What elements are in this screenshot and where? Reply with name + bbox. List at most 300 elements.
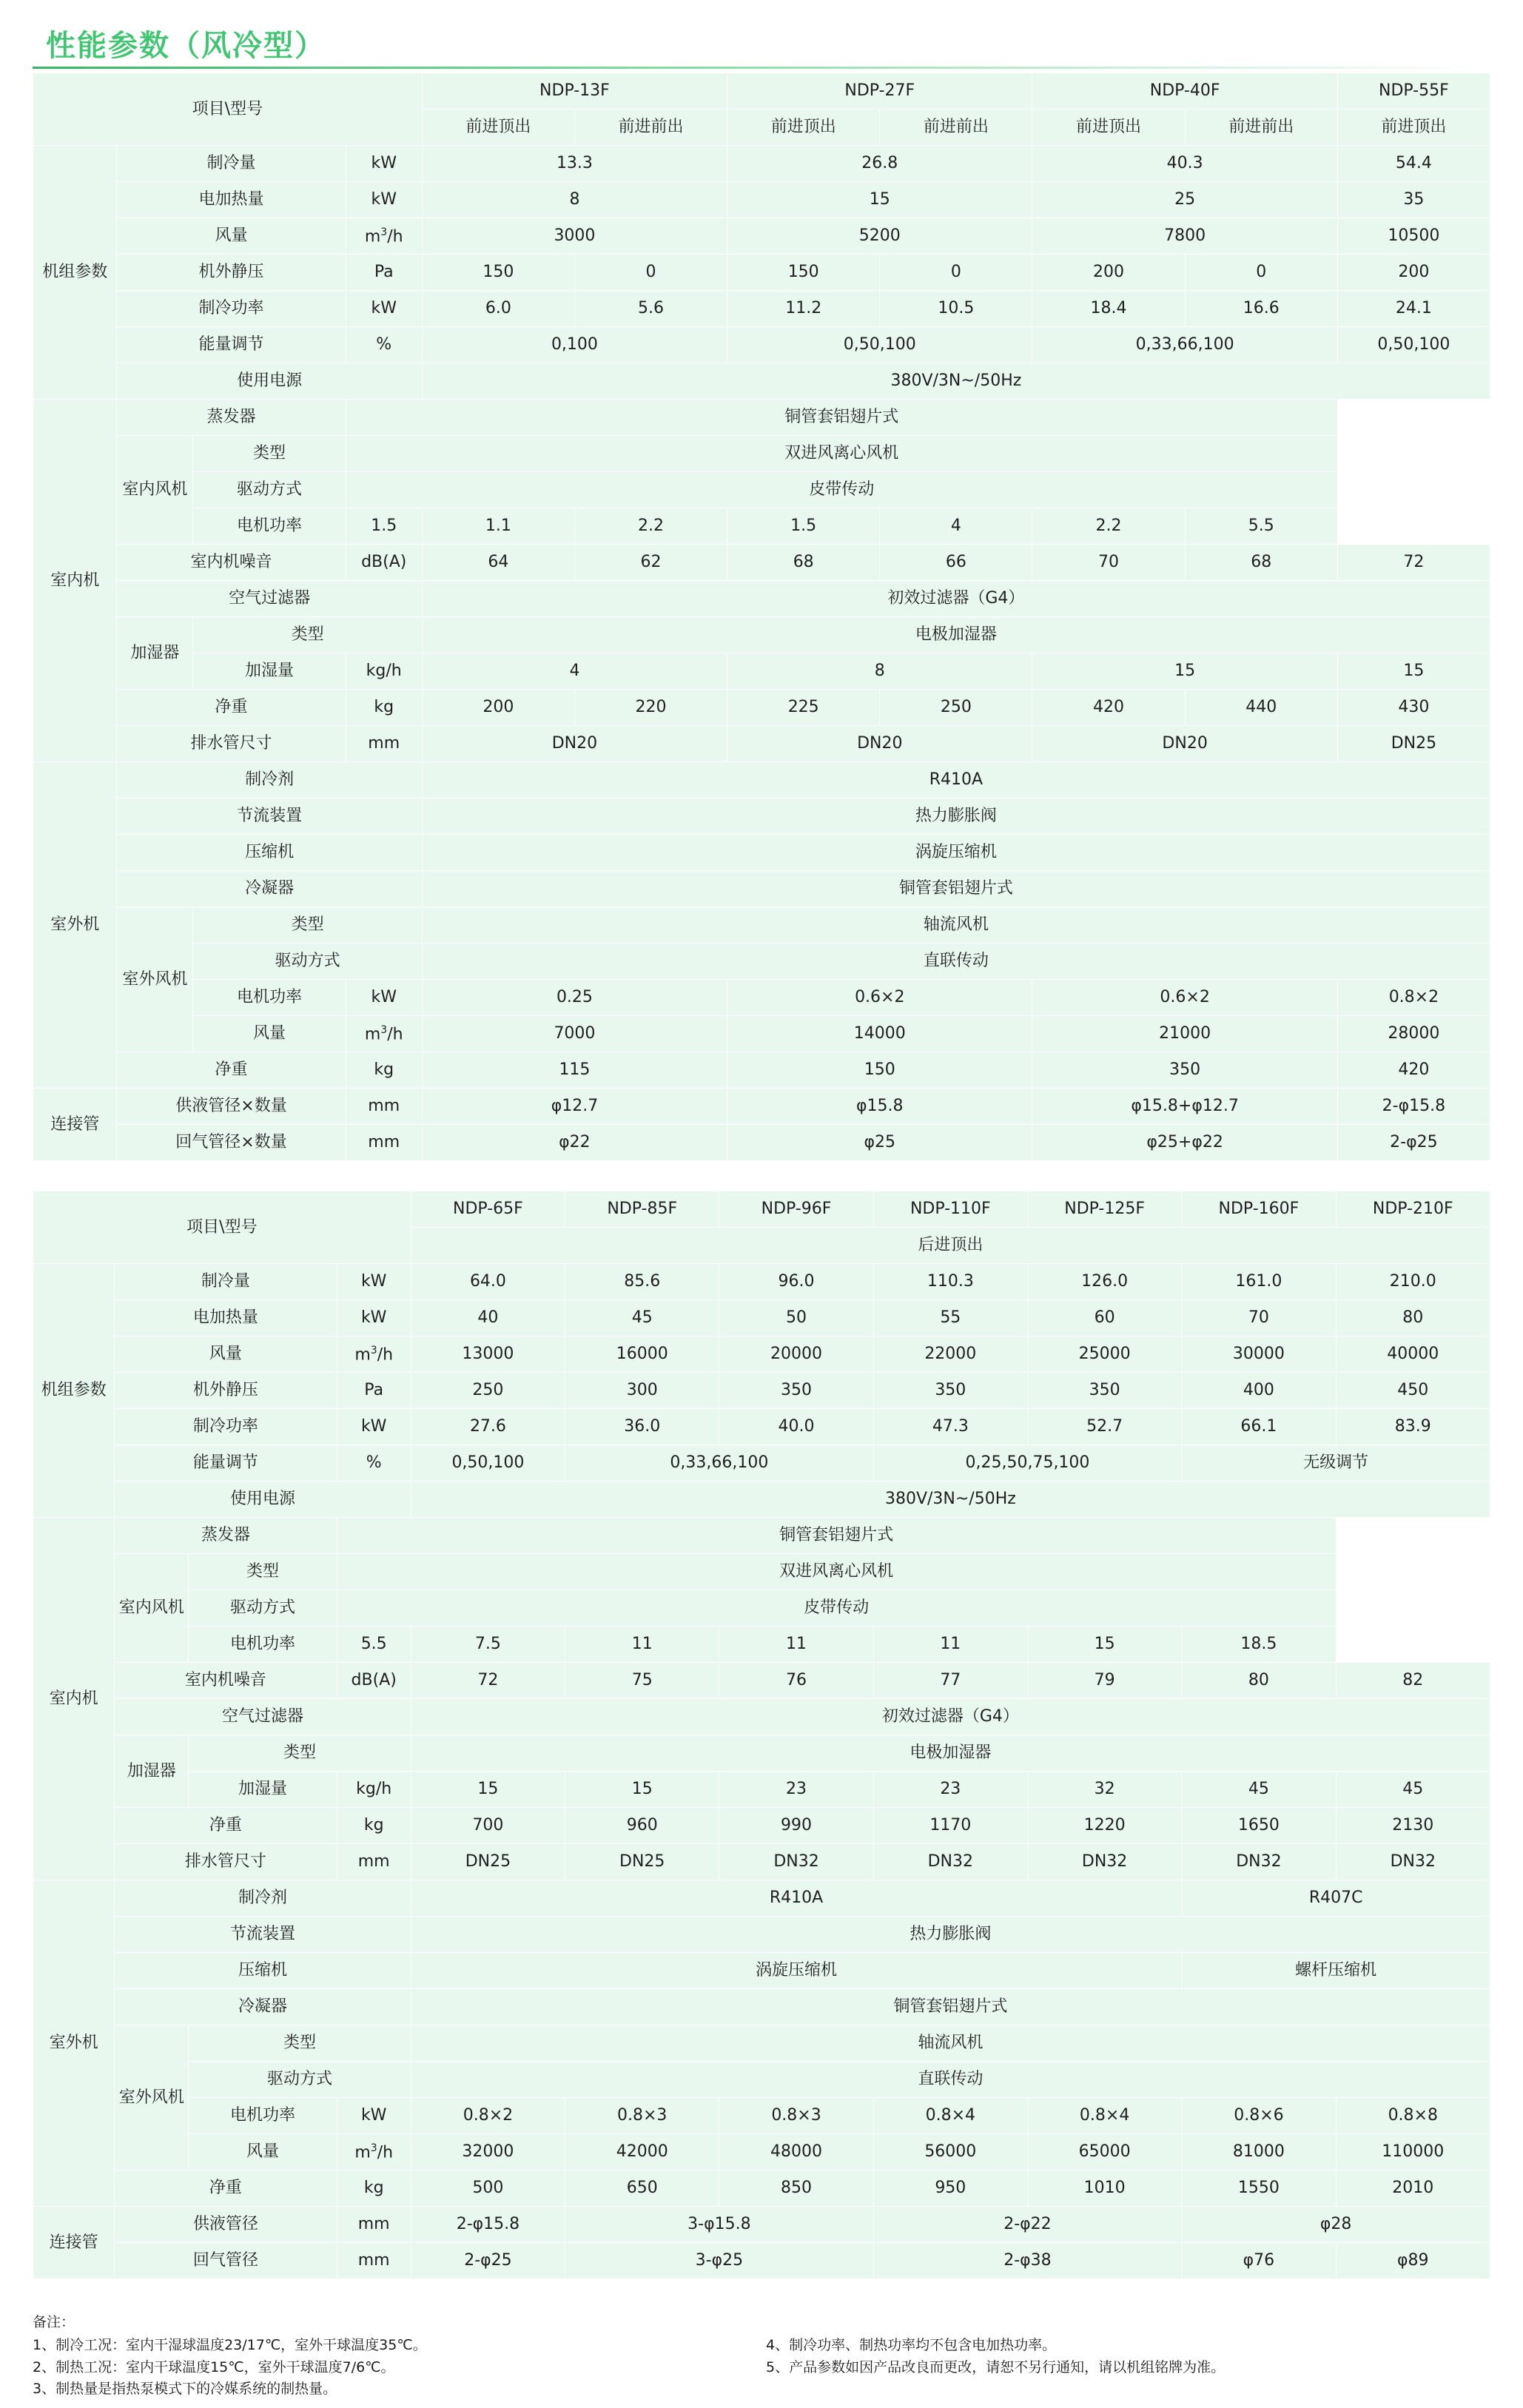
- cell-value: 52.7: [1027, 1409, 1181, 1445]
- cell-value: 3000: [422, 218, 727, 255]
- table-row: [33, 1735, 1490, 1772]
- cell-value: 直联传动: [411, 2062, 1490, 2098]
- table-row: [33, 508, 1490, 545]
- cell-value: 直联传动: [422, 944, 1490, 980]
- table-row: [33, 1191, 1490, 1228]
- airflow-dir: 前进前出: [880, 110, 1032, 146]
- row-label: 类型: [189, 1735, 411, 1772]
- cell-value: 电极加湿器: [422, 617, 1490, 653]
- table-row: [33, 907, 1490, 944]
- subgroup-outdoor-fan: 室外风机: [115, 2025, 189, 2170]
- row-label: 供液管径×数量: [117, 1089, 346, 1125]
- row-label: 节流装置: [117, 798, 422, 835]
- cell-value: 15: [727, 182, 1032, 218]
- row-label: 能量调节: [115, 1445, 337, 1482]
- cell-value: 0.8×4: [873, 2098, 1027, 2134]
- cell-value: 210.0: [1336, 1264, 1490, 1300]
- cell-value: 初效过滤器（G4）: [411, 1699, 1490, 1735]
- cell-value: 电极加湿器: [411, 1735, 1490, 1772]
- cell-value: 11: [873, 1627, 1027, 1663]
- cell-value: 0,50,100: [1337, 327, 1490, 363]
- cell-value: 2-φ38: [873, 2243, 1182, 2279]
- row-label: 制冷功率: [117, 291, 346, 327]
- cell-value: 25: [1032, 182, 1337, 218]
- cell-value: 161.0: [1182, 1264, 1336, 1300]
- row-label: 加湿量: [193, 653, 346, 690]
- airflow-dir: 前进顶出: [727, 110, 880, 146]
- table-row: [33, 1264, 1490, 1300]
- row-unit: %: [337, 1445, 411, 1482]
- cell-value: 70: [1182, 1300, 1336, 1336]
- row-unit: kW: [337, 1409, 411, 1445]
- cell-value: 70: [1032, 545, 1185, 581]
- cell-value: 72: [1337, 545, 1490, 581]
- table-row: [33, 1663, 1490, 1699]
- table-row: [33, 1445, 1490, 1482]
- row-label: 类型: [193, 617, 422, 653]
- row-label: 电加热量: [115, 1300, 337, 1336]
- table-row: [33, 400, 1490, 436]
- cell-value: 32: [1027, 1772, 1181, 1808]
- cell-value: 850: [719, 2170, 873, 2207]
- cell-value: 0.8×2: [411, 2098, 565, 2134]
- cell-value: 56000: [873, 2134, 1027, 2170]
- cell-value: 126.0: [1027, 1264, 1181, 1300]
- row-label: 净重: [117, 690, 346, 726]
- model-header: NDP-96F: [719, 1191, 873, 1228]
- cell-value: 200: [1337, 255, 1490, 291]
- table-row: [33, 1772, 1490, 1808]
- row-unit: mm: [346, 1125, 422, 1161]
- notes-block: [33, 2309, 1490, 2401]
- table-row: [33, 73, 1490, 110]
- table-row: [33, 2243, 1490, 2279]
- cell-value: 80: [1336, 1300, 1490, 1336]
- cell-value: 轴流风机: [411, 2025, 1490, 2062]
- cell-value: 双进风离心风机: [346, 436, 1337, 472]
- cell-value: 30000: [1182, 1336, 1336, 1373]
- row-label: 风量: [189, 2134, 337, 2170]
- cell-value: DN20: [422, 726, 727, 762]
- cell-value: 铜管套铝翅片式: [337, 1518, 1336, 1554]
- table-row: [33, 798, 1490, 835]
- cell-value: 15: [565, 1772, 719, 1808]
- table-row: [33, 1699, 1490, 1735]
- model-header: NDP-27F: [727, 73, 1032, 110]
- cell-value: 6.0: [422, 291, 574, 327]
- cell-value: 79: [1027, 1663, 1181, 1699]
- spec-table-1: [33, 73, 1490, 1161]
- cell-value: 66: [880, 545, 1032, 581]
- table-row: [33, 472, 1490, 508]
- row-unit: kg/h: [337, 1772, 411, 1808]
- cell-value: 40.3: [1032, 146, 1337, 182]
- group-label-outdoor: 室外机: [33, 762, 117, 1089]
- cell-value: 68: [1185, 545, 1337, 581]
- note-item: 5、产品参数如因产品改良而更改，请恕不另行通知，请以机组铭牌为准。: [766, 2358, 1226, 2375]
- cell-value: 16.6: [1185, 291, 1337, 327]
- subgroup-humidifier: 加湿器: [117, 617, 193, 690]
- row-label: 电机功率: [189, 2098, 337, 2134]
- cell-value: 110000: [1336, 2134, 1490, 2170]
- row-unit: kW: [346, 182, 422, 218]
- cell-value: 15: [1027, 1627, 1181, 1663]
- cell-value: 11: [719, 1627, 873, 1663]
- row-label: 使用电源: [115, 1482, 411, 1518]
- table-row: [33, 1336, 1490, 1373]
- cell-value: 0.8×4: [1027, 2098, 1181, 2134]
- row-label: 电加热量: [117, 182, 346, 218]
- cell-value: 10.5: [880, 291, 1032, 327]
- cell-value: 0.8×2: [1337, 980, 1490, 1016]
- cell-value: 0,33,66,100: [565, 1445, 874, 1482]
- row-unit: kW: [346, 291, 422, 327]
- cell-value: φ22: [422, 1125, 727, 1161]
- cell-value: 22000: [873, 1336, 1027, 1373]
- subgroup-indoor-fan: 室内风机: [115, 1554, 189, 1663]
- cell-value: 11.2: [727, 291, 880, 327]
- model-header: NDP-55F: [1337, 73, 1490, 110]
- row-label: 风量: [115, 1336, 337, 1373]
- cell-value: 铜管套铝翅片式: [411, 1989, 1490, 2025]
- table-row: [33, 327, 1490, 363]
- cell-value: φ12.7: [422, 1089, 727, 1125]
- row-label: 蒸发器: [117, 400, 346, 436]
- table-row: [33, 1953, 1490, 1989]
- cell-value: 950: [873, 2170, 1027, 2207]
- row-label: 空气过滤器: [115, 1699, 411, 1735]
- table-row: [33, 2207, 1490, 2243]
- cell-value: φ89: [1336, 2243, 1490, 2279]
- row-label: 回气管径: [115, 2243, 337, 2279]
- table-row: [33, 1590, 1490, 1627]
- cell-value: 40000: [1336, 1336, 1490, 1373]
- cell-value: 2130: [1336, 1808, 1490, 1844]
- cell-value: 8: [727, 653, 1032, 690]
- cell-value: 1.1: [422, 508, 574, 545]
- table-row: [33, 2062, 1490, 2098]
- airflow-dir: 前进顶出: [422, 110, 574, 146]
- cell-value: 3-φ15.8: [565, 2207, 874, 2243]
- table-row: [33, 944, 1490, 980]
- cell-value: 2-φ25: [1337, 1125, 1490, 1161]
- cell-value: 350: [719, 1373, 873, 1409]
- cell-value: 81000: [1182, 2134, 1336, 2170]
- notes-title: 备注：: [33, 2314, 75, 2330]
- row-label: 节流装置: [115, 1917, 411, 1953]
- cell-value: 66.1: [1182, 1409, 1336, 1445]
- cell-value: 82: [1336, 1663, 1490, 1699]
- table-row: [33, 2025, 1490, 2062]
- cell-value: 35: [1337, 182, 1490, 218]
- subgroup-indoor-fan: 室内风机: [117, 436, 193, 545]
- row-label: 压缩机: [117, 835, 422, 871]
- table-row: [33, 218, 1490, 255]
- cell-value: 0,33,66,100: [1032, 327, 1337, 363]
- cell-value: 轴流风机: [422, 907, 1490, 944]
- cell-value: 10500: [1337, 218, 1490, 255]
- row-unit: kg/h: [346, 653, 422, 690]
- note-item: 3、制热量是指热泵模式下的冷媒系统的制热量。: [33, 2381, 337, 2398]
- group-label-unit: 机组参数: [33, 146, 117, 400]
- group-label-pipe: 连接管: [33, 2207, 115, 2279]
- cell-value: R410A: [411, 1880, 1181, 1917]
- row-label: 风量: [193, 1016, 346, 1052]
- cell-value: 18.4: [1032, 291, 1185, 327]
- table-row: [33, 545, 1490, 581]
- row-label: 类型: [193, 907, 422, 944]
- cell-value: 40.0: [719, 1409, 873, 1445]
- cell-value: 5.5: [337, 1627, 411, 1663]
- row-unit: dB(A): [337, 1663, 411, 1699]
- table-row: [33, 1409, 1490, 1445]
- cell-value: 45: [1182, 1772, 1336, 1808]
- row-label: 冷凝器: [115, 1989, 411, 2025]
- model-header: NDP-40F: [1032, 73, 1337, 110]
- row-label: 回气管径×数量: [117, 1125, 346, 1161]
- row-unit: kW: [337, 1264, 411, 1300]
- table-row: [33, 363, 1490, 400]
- notes-columns: [33, 2335, 1490, 2400]
- cell-value: 26.8: [727, 146, 1032, 182]
- cell-value: 20000: [719, 1336, 873, 1373]
- row-unit: mm: [346, 1089, 422, 1125]
- cell-value: 21000: [1032, 1016, 1337, 1052]
- model-header: NDP-65F: [411, 1191, 565, 1228]
- row-label: 驱动方式: [193, 944, 422, 980]
- cell-value: 15: [411, 1772, 565, 1808]
- row-unit: kW: [337, 2098, 411, 2134]
- row-label: 制冷剂: [117, 762, 422, 798]
- note-item: 2、制热工况：室内干球温度15℃，室外干球温度7/6℃。: [33, 2358, 395, 2375]
- cell-value: 60: [1027, 1300, 1181, 1336]
- table-row: [33, 617, 1490, 653]
- cell-value: 55: [873, 1300, 1027, 1336]
- cell-value: 36.0: [565, 1409, 719, 1445]
- cell-value: 11: [565, 1627, 719, 1663]
- cell-value: 5.5: [1185, 508, 1337, 545]
- table-row: [33, 581, 1490, 617]
- row-unit: dB(A): [346, 545, 422, 581]
- cell-value: 45: [565, 1300, 719, 1336]
- table-row: [33, 1125, 1490, 1161]
- row-label: 制冷量: [115, 1264, 337, 1300]
- cell-value: 80: [1182, 1663, 1336, 1699]
- row-label: 类型: [189, 1554, 337, 1590]
- row-label: 排水管尺寸: [117, 726, 346, 762]
- cell-value: 0,100: [422, 327, 727, 363]
- cell-value: 皮带传动: [346, 472, 1337, 508]
- cell-value: 250: [411, 1373, 565, 1409]
- cell-value: 990: [719, 1808, 873, 1844]
- row-label: 类型: [193, 436, 346, 472]
- cell-value: 2.2: [574, 508, 727, 545]
- cell-value: φ28: [1182, 2207, 1490, 2243]
- cell-value: 62: [574, 545, 727, 581]
- row-label: 加湿量: [189, 1772, 337, 1808]
- row-label: 风量: [117, 218, 346, 255]
- cell-value: 5200: [727, 218, 1032, 255]
- cell-value: 0,50,100: [727, 327, 1032, 363]
- cell-value: 4: [880, 508, 1032, 545]
- row-label: 冷凝器: [117, 871, 422, 907]
- cell-value: 0.8×6: [1182, 2098, 1336, 2134]
- cell-value: 96.0: [719, 1264, 873, 1300]
- cell-value: 77: [873, 1663, 1027, 1699]
- cell-value: 430: [1337, 690, 1490, 726]
- cell-value: 涡旋压缩机: [422, 835, 1490, 871]
- cell-value: DN32: [1027, 1844, 1181, 1880]
- cell-value: 0: [574, 255, 727, 291]
- cell-value: 0.6×2: [1032, 980, 1337, 1016]
- cell-value: 13000: [411, 1336, 565, 1373]
- row-label: 排水管尺寸: [115, 1844, 337, 1880]
- table-row: [33, 835, 1490, 871]
- group-label-indoor: 室内机: [33, 400, 117, 762]
- cell-value: 500: [411, 2170, 565, 2207]
- cell-value: 220: [574, 690, 727, 726]
- cell-value: 65000: [1027, 2134, 1181, 2170]
- cell-value: 15: [1032, 653, 1337, 690]
- row-label: 制冷剂: [115, 1880, 411, 1917]
- table-row: [33, 2134, 1490, 2170]
- cell-value: 2-φ25: [411, 2243, 565, 2279]
- cell-value: 1170: [873, 1808, 1027, 1844]
- cell-value: DN32: [719, 1844, 873, 1880]
- table-row: [33, 1844, 1490, 1880]
- cell-value: 380V/3N~/50Hz: [422, 363, 1490, 400]
- table-row: [33, 182, 1490, 218]
- cell-value: 25000: [1027, 1336, 1181, 1373]
- cell-value: φ15.8: [727, 1089, 1032, 1125]
- corner-label: 项目\型号: [33, 1191, 411, 1264]
- cell-value: 18.5: [1182, 1627, 1336, 1663]
- cell-value: 15: [1337, 653, 1490, 690]
- table-row: [33, 690, 1490, 726]
- cell-value: 涡旋压缩机: [411, 1953, 1181, 1989]
- cell-value: 5.6: [574, 291, 727, 327]
- cell-value: 2-φ22: [873, 2207, 1182, 2243]
- cell-value: 热力膨胀阀: [411, 1917, 1490, 1953]
- cell-value: 400: [1182, 1373, 1336, 1409]
- cell-value: 110.3: [873, 1264, 1027, 1300]
- table-row: [33, 1300, 1490, 1336]
- cell-value: 0.8×8: [1336, 2098, 1490, 2134]
- cell-value: 42000: [565, 2134, 719, 2170]
- row-unit: mm: [337, 2207, 411, 2243]
- row-unit: kW: [346, 980, 422, 1016]
- cell-value: 螺杆压缩机: [1182, 1953, 1490, 1989]
- cell-value: 1550: [1182, 2170, 1336, 2207]
- cell-value: φ25+φ22: [1032, 1125, 1337, 1161]
- cell-value: 650: [565, 2170, 719, 2207]
- airflow-dir: 前进顶出: [1032, 110, 1185, 146]
- cell-value: 23: [873, 1772, 1027, 1808]
- row-unit: %: [346, 327, 422, 363]
- cell-value: 300: [565, 1373, 719, 1409]
- cell-value: 24.1: [1337, 291, 1490, 327]
- cell-value: 热力膨胀阀: [422, 798, 1490, 835]
- row-label: 室内机噪音: [117, 545, 346, 581]
- cell-value: 0,25,50,75,100: [873, 1445, 1182, 1482]
- cell-value: 47.3: [873, 1409, 1027, 1445]
- cell-value: 初效过滤器（G4）: [422, 581, 1490, 617]
- notes-col-right: [762, 2335, 1495, 2400]
- row-label: 电机功率: [193, 980, 346, 1016]
- cell-value: 200: [422, 690, 574, 726]
- cell-value: 225: [727, 690, 880, 726]
- row-label: 空气过滤器: [117, 581, 422, 617]
- group-label-pipe: 连接管: [33, 1089, 117, 1161]
- cell-value: 1.5: [346, 508, 422, 545]
- cell-value: 0,50,100: [411, 1445, 565, 1482]
- row-label: 制冷功率: [115, 1409, 337, 1445]
- cell-value: 2-φ15.8: [1337, 1089, 1490, 1125]
- row-label: 蒸发器: [115, 1518, 337, 1554]
- row-unit: mm: [346, 726, 422, 762]
- cell-value: 440: [1185, 690, 1337, 726]
- cell-value: 420: [1032, 690, 1185, 726]
- cell-value: 7800: [1032, 218, 1337, 255]
- row-label: 驱动方式: [189, 2062, 411, 2098]
- cell-value: 7000: [422, 1016, 727, 1052]
- table-row: [33, 1016, 1490, 1052]
- row-label: 净重: [115, 1808, 337, 1844]
- row-unit: $m^3/h$: [337, 1336, 411, 1373]
- cell-value: 3-φ25: [565, 2243, 874, 2279]
- cell-value: 2-φ15.8: [411, 2207, 565, 2243]
- row-label: 驱动方式: [193, 472, 346, 508]
- group-label-unit: 机组参数: [33, 1264, 115, 1518]
- cell-value: 960: [565, 1808, 719, 1844]
- cell-value: 1650: [1182, 1808, 1336, 1844]
- subgroup-humidifier: 加湿器: [115, 1735, 189, 1808]
- table-row: [33, 762, 1490, 798]
- cell-value: 7.5: [411, 1627, 565, 1663]
- model-header: NDP-210F: [1336, 1191, 1490, 1228]
- row-unit: Pa: [346, 255, 422, 291]
- cell-value: 1010: [1027, 2170, 1181, 2207]
- cell-value: 45: [1336, 1772, 1490, 1808]
- cell-value: 115: [422, 1052, 727, 1089]
- cell-value: 4: [422, 653, 727, 690]
- row-unit: kg: [346, 690, 422, 726]
- row-label: 制冷量: [117, 146, 346, 182]
- cell-value: 83.9: [1336, 1409, 1490, 1445]
- table-row: [33, 980, 1490, 1016]
- page-header: [33, 16, 1490, 73]
- cell-value: φ15.8+φ12.7: [1032, 1089, 1337, 1125]
- cell-value: DN25: [411, 1844, 565, 1880]
- table-row: [33, 2170, 1490, 2207]
- row-unit: mm: [337, 2243, 411, 2279]
- header-divider: [33, 67, 1486, 69]
- cell-value: DN20: [1032, 726, 1337, 762]
- row-label: 机外静压: [117, 255, 346, 291]
- row-unit: kg: [346, 1052, 422, 1089]
- cell-value: 0.8×3: [719, 2098, 873, 2134]
- cell-value: 8: [422, 182, 727, 218]
- table-row: [33, 1808, 1490, 1844]
- row-label: 电机功率: [189, 1627, 337, 1663]
- cell-value: 0.6×2: [727, 980, 1032, 1016]
- model-header: NDP-85F: [565, 1191, 719, 1228]
- cell-value: 0: [880, 255, 1032, 291]
- cell-value: 54.4: [1337, 146, 1490, 182]
- table-row: [33, 653, 1490, 690]
- row-label: 驱动方式: [189, 1590, 337, 1627]
- cell-value: 32000: [411, 2134, 565, 2170]
